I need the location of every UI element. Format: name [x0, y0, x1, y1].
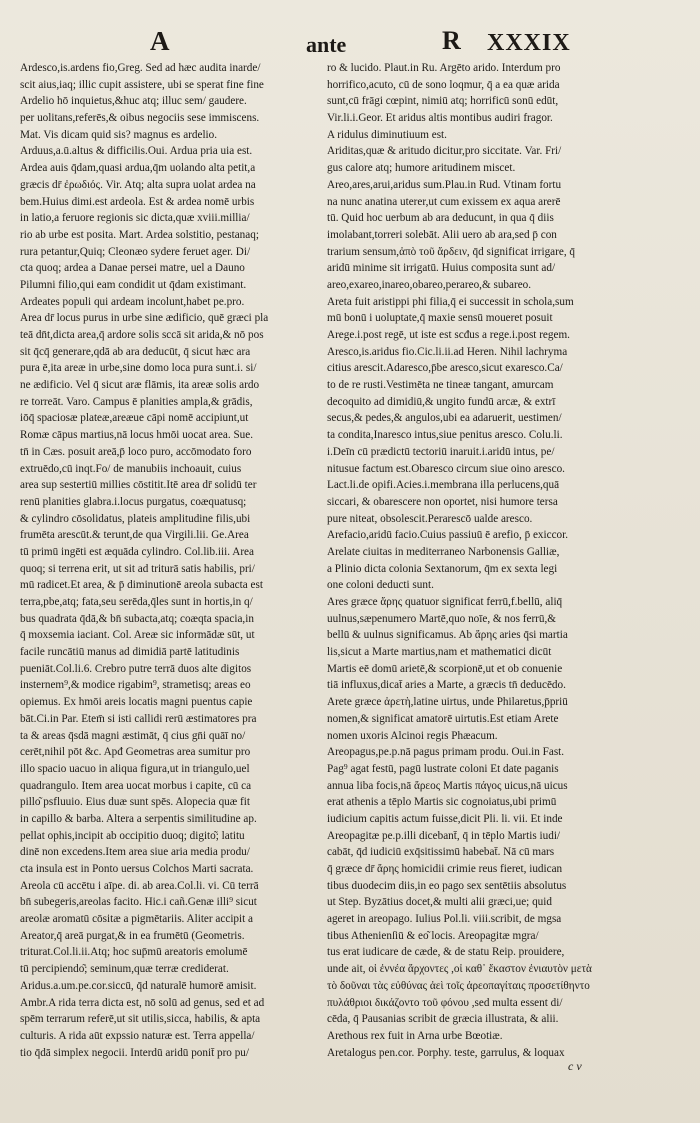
text-line: Lact.li.de opifi.Acies.i.membrana illa perlucens,quā [327, 479, 560, 492]
text-line: dinē non excedens.Item area siue aria media produ/ [20, 846, 250, 859]
text-line: extruēdo,cū inqt.Fo/ de manubiis inchoauit, cuius [20, 462, 242, 475]
text-line: triturat.Col.li.ii.Atq; hoc sup̄mū areatoris emolumē [20, 946, 248, 959]
text-line: mū bonū i uoluptate,q̄ maxie sensū moueret posuit [327, 312, 553, 325]
text-line: teā dn̄t,dicta area,q̄ ardore solis sccā sit arida,& nō pos [20, 329, 264, 341]
text-line: q̄ græce dr̄ ἄρης homicidii crimie reus fieret, iudican [327, 863, 563, 875]
text-line: Ambr.A rida terra dicta est, nō solū ad genus, sed et ad [20, 996, 265, 1009]
text-line: ta condita,Inaresco intus,siue penitus aresco. Colu.li. [327, 429, 563, 442]
signature-mark: c v [568, 1059, 582, 1073]
text-line: tū. Quid hoc uerbum ab ara deducunt, in qua q̄ diis [327, 212, 554, 225]
text-line: renū planities glabra.i.locus purgatus, coæquatusq; [20, 495, 247, 508]
text-line: Romæ cāpus martius,nā locus hmōi uocat area. Sue. [20, 429, 254, 442]
text-line: frumēta arescūt.& terunt,de qua Virgili.lii. Ge.Area [20, 529, 249, 542]
text-line: nitusue factum est.Obaresco circum siue oino aresco. [327, 462, 565, 475]
text-line: Areo,ares,arui,aridus sum.Plau.in Rud. Vtinam fortu [327, 178, 562, 191]
text-line: pillo͂ psfluuio. Eius duæ sunt spēs. Alopecia quæ fit [20, 796, 250, 809]
text-line: Area dr̄ locus purus in urbe sine ædificio, quē græci pla [20, 312, 269, 325]
text-line: pure niteat, obsolescit.Perarescō ualde aresco. [327, 512, 533, 525]
text-line: Arelate ciuitas in mediterraneo Narbonensis Galliæ, [327, 545, 560, 558]
text-line: tus erat iudicare de cæde, & de statu Reip. prouidere, [327, 946, 565, 959]
text-line: cta insula est in Ponto uersus Colchos Marti sacrata. [20, 863, 254, 875]
text-line: Martis eē domū arietē,& scorpionē,ut et ob conuenie [327, 662, 563, 675]
text-line: nomen uxoris Alcinoi regis Phæacum. [327, 729, 498, 742]
text-line: Pag⁹ agat festū, pagū lustrate coloni Et date paganis [327, 762, 559, 775]
running-header [0, 24, 700, 58]
text-line: trarium sensum,ἀπὸ τοῦ ἄρδειν, q̄d significat irrigare, q̄ [327, 245, 576, 258]
text-line: tio q̄dā simplex negocii. Interdū aridū ponit̄ pro pu/ [20, 1046, 249, 1059]
text-line: bem.Huius dimi.est ardeola. Est & ardea nomē urbis [20, 195, 255, 208]
text-line: Mat. Vis dicam quid sis? magnus es ardelio. [20, 128, 218, 141]
text-line: to de re rusti.Vestimēta ne tineæ tangant, amurcam [327, 379, 554, 392]
text-line: rio ab urbe est posita. Mart. Ardea solstitio, pestanaq; [20, 228, 259, 241]
text-line: Arete græce ἀρετὴ,latine uirtus, unde Philaretus,p̄priū [327, 696, 568, 709]
text-line: quoq; si terrena erit, ut sit ad triturā satis habilis, pri/ [20, 562, 255, 575]
text-line: na nunc anatina uterer,ut cum exissem ex aqua arerē [327, 195, 561, 208]
header-section-letter: R [442, 26, 461, 55]
left-text-column [20, 60, 310, 1061]
text-line: Aretalogus pen.cor. Porphy. teste, garrulus, & loquax [327, 1046, 565, 1059]
text-line: tibus Athenienſiū & eo͂ locis. Areopagitæ mgra/ [327, 929, 539, 942]
text-line: mū radicet.Et area, & p̄ diminutionē areola subacta est [20, 579, 263, 592]
text-line: cta quoq; ardea a Danae persei matre, uel a Dauno [20, 262, 245, 275]
text-line: a Plinio dicta colonia Sextanorum, q̄m ex sexta legi [327, 562, 558, 575]
text-line: Aridus.a.um.pe.cor.siccū, q̄d naturalē humorē amisit. [20, 979, 257, 992]
text-line: Arduus,a.ū.altus & difficilis.Oui. Ardua pria uia est. [20, 145, 253, 158]
text-line: illo spacio uacuo in aliqua figura,ut in triangulo,uel [20, 762, 250, 775]
text-line: ta & areas q̄sdā magni æstimāt, q̄ cius gn̄i quāī no/ [20, 729, 246, 742]
text-line: scit aius,iaq; illic cupit assistere, ubi se sperat fine fine [20, 78, 264, 91]
text-line: pueniāt.Col.li.6. Crebro putre terrā duos alte digitos [20, 662, 252, 675]
text-line: bellū & uulnus significamus. Ab ἄρης aries q̄si martia [327, 629, 568, 642]
text-line: decoquito ad dimidiū,& ungito fundū arcæ, & extrī [327, 395, 556, 408]
text-line: sit q̄cq̄ generare,qdā ab ara deducūt, q̄ sicut hæc ara [20, 345, 251, 358]
text-line: facile runcātiū manus ad dimidiā partē latitudinis [20, 646, 240, 659]
text-line: siccari, & obarescere non oportet, nisi humore tersa [327, 495, 558, 508]
text-line: one coloni deducti sunt. [327, 579, 434, 592]
text-line: iōq̄ spaciosæ plateæ,areæue cāpi nomē accipiunt,ut [20, 412, 249, 425]
text-line: areo,exareo,inareo,obareo,perareo,& subareo. [327, 278, 532, 291]
text-line: in capillo & barba. Altera a serpentis similitudine ap. [20, 812, 257, 825]
header-folio: XXXIX [487, 30, 571, 56]
text-line: secus,& pedes,& angulos,ubi ea adaruerit, uestimen/ [327, 412, 562, 425]
text-line: Vir.li.i.Geor. Et aridus altis montibus audiri fragor. [327, 112, 553, 125]
text-line: & cylindro cōsolidatus, plateis amplitudine filis,ubi [20, 512, 251, 525]
text-line: insternem⁹,& modice rigabim⁹, strametisq; areas eo [20, 679, 251, 692]
text-line: ut Step. Byzātius docet,& multi alii græci,ue; quid [327, 896, 552, 909]
text-line: iudicium capitis actum fuisse,dicit Pli. li. vii. Et inde [327, 812, 563, 825]
text-line: horrifico,acuto, cū de sono loqmur, q̄ a ea quæ arida [327, 78, 560, 91]
text-line: erat athenis a tēplo Martis sic cognoiatus,ubi primū [327, 796, 557, 809]
text-line: Ardea auis q̄dam,quasi ardua,q̄m uolando alta petit,a [20, 162, 256, 175]
text-line: spēm terrarum referē,ut sit utilis,sicca, habilis, & apta [20, 1013, 261, 1026]
text-line: Areopagus,pe.p.nā pagus primam produ. Oui.in Fast. [327, 746, 565, 759]
text-line: Ardelio hō inquietus,&huc atq; illuc sem/ gaudere. [20, 95, 247, 108]
right-text-column [327, 60, 617, 1061]
header-title: ante [306, 32, 347, 57]
text-line: græcis dr̄ ἐρωδιός. Vir. Atq; alta supra uolat ardea na [20, 178, 256, 191]
text-line: pellat ophis,incipit ab occipitio duoq; digito͂; latitu [20, 829, 245, 842]
text-line: bus quadrata q̄dā,& bn̄ subacta,atq; coæqta spacia,in [20, 612, 254, 625]
text-line: culturis. A rida aūt expssio naturæ est. Terra appella/ [20, 1029, 255, 1042]
text-line: Areola cū accētu i aīpe. di. ab area.Col.li. vi. Cū terrā [20, 879, 259, 892]
header-initial: A [150, 26, 170, 56]
text-line: ne ædificio. Vel q̄ sicut aræ flāmis, ita areæ solis ardo [20, 379, 260, 392]
text-line: per uolitans,referēs,& oibus negociis sese immiscens. [20, 112, 260, 125]
text-line: Ardesco,is.ardens fio,Greg. Sed ad hæc audita inarde/ [20, 62, 261, 74]
text-line: q̄ moxsemia iaciant. Col. Areæ sic informādæ sūt, ut [20, 629, 255, 642]
text-line: gus calore atq; humore aritudinem miscet. [327, 162, 516, 175]
text-line: Areopagitæ pe.p.illi dicebant̄, q̄ in tēplo Martis iudi/ [327, 829, 561, 842]
text-line: Aresco,is.aridus fio.Cic.li.ii.ad Heren. Nihil lachryma [327, 345, 568, 358]
text-line: sunt,cū frāgi cœpint, nimiū atq; horrificū sonū edūt, [327, 95, 559, 108]
text-line: unde ait, οἱ ἐννέα ἄρχοντες ,οἱ καθ᾽ ἕκαστον ἐνιαυτὸν μετὰ [327, 963, 592, 976]
text-line: ageret in areopago. Iulius Pol.li. viii.scribit, de mgsa [327, 913, 562, 926]
text-line: i.Deīn cū prædictū tectoriū inaruit.i.aridū intus, pe/ [327, 445, 555, 458]
text-line: areolæ aromatū cōsitæ a pigmētariis. Aliter accipit a [20, 913, 253, 926]
text-line: Arethous rex fuit in Arna urbe Bœotiæ. [327, 1029, 503, 1042]
text-line: opiemus. Ex hmōi areis locatis magni puentus capie [20, 696, 253, 709]
text-line: nomen,& significat amatorē uirtutis.Est etiam Arete [327, 712, 559, 725]
text-line: τὸ δοῦναι τὰς εὐθύνας ἀεὶ τοῖς ἀρεοπαγίταις προσετίθηντο [327, 979, 590, 992]
text-line: tn̄ in Cæs. posuit areā,p̄ loco puro, accōmodato foro [20, 445, 252, 458]
text-line: πυλάθριοι δικάζοντο τοῦ φόνου ,sed multa essent di/ [327, 996, 563, 1009]
text-line: tū percipiendo͂; seminum,quæ terræ crediderat. [20, 963, 229, 976]
text-line: area sup sestertiū millies cōstitit.Itē area dr̄ solidū ter [20, 479, 257, 492]
text-line: Arege.i.post regē, ut iste est scđus a rege.i.post regem. [327, 329, 570, 341]
text-line: re torreāt. Varo. Campus ē planities ampla,& grādis, [20, 395, 253, 408]
text-line: uulnus,sæpenumero Martē,quo noīe, & nos ferrū,& [327, 612, 556, 625]
text-line: Areator,q̄ areā purgat,& in ea frumētū (Geometris. [20, 929, 245, 942]
text-line: cēda, q̄ Pausanias scribit de græcia illustrata, & alii. [327, 1013, 559, 1026]
text-line: tū primū ingēti est æquāda cylindro. Col.lib.iii. Area [20, 545, 254, 558]
text-line: Ardeates populi qui ardeam incolunt,habet pe.pro. [20, 295, 245, 308]
text-line: rura petantur,Quiq; Cleonæo sydere feruet ager. Di/ [20, 245, 251, 258]
text-line: aridū minime sit irrigatū. Huius composita sunt ad/ [327, 262, 556, 275]
text-line: bn̄ subegeris,areolas facito. Hic.i cañ.Genæ illi⁹ sicut [20, 896, 257, 909]
text-line: Areta fuit aristippi phi filia,q̄ ei successit in schola,sum [327, 295, 574, 308]
text-line: citius arescit.Adaresco,p̄be aresco,sicut exaresco.Ca/ [327, 362, 563, 375]
text-line: terra,pbe,atq; fata,seu serēda,q̄les sunt in hortis,in q/ [20, 596, 253, 608]
text-line: ro & lucido. Plaut.in Ru. Argēto arido. Interdum pro [327, 62, 561, 74]
text-line: annua liba focis,nā ἄρεος Martis πάγος uicus,nā uicus [327, 779, 568, 792]
text-line: tibus duodecim diis,in eo pago sex sentētiis absolutus [327, 879, 567, 892]
text-line: Ares græce ἄρης quatuor significat ferrū,f.bellū, aliq̄ [327, 596, 563, 608]
text-line: quadrangulo. Item area uocat morbus i capite, cū ca [20, 779, 252, 792]
text-line: pura ē,ita areæ in urbe,sine domo loca pura sunt.i. si/ [20, 362, 257, 375]
text-line: Pilumni filio,qui eam condidit ut q̄dam existimant. [20, 278, 247, 291]
text-line: imolabant,torreri solebāt. Alii uero ab ara,sed p̄ con [327, 228, 557, 241]
text-line: in latio,a feruore regionis sic dicta,quæ xviii.millia/ [20, 212, 250, 225]
text-line: A ridulus diminutiuum est. [327, 128, 447, 141]
text-line: bāt.Ci.in Par. Etem̄ si isti callidi rerū æstimatores pra [20, 712, 257, 725]
text-line: lis,sicut a Marte martius,nam et mathematici dicūt [327, 646, 552, 659]
text-line: tiā influxus,dicat̄ aries a Marte, a græcis tn̄ deducēdo. [327, 679, 566, 692]
text-line: Ariditas,quæ & aritudo dicitur,pro siccitate. Var. Fri/ [327, 145, 562, 158]
text-line: cerēt,nihil pōt &c. Apđ Geometras area sumitur pro [20, 746, 251, 759]
text-line: cabāt, q̄d iudiciū exq̄sitissimū habebat̄. Nā cū mars [327, 846, 555, 859]
text-line: Arefacio,aridū facio.Cuius passiuū ē arefio, p̄ exiccor. [327, 529, 569, 542]
